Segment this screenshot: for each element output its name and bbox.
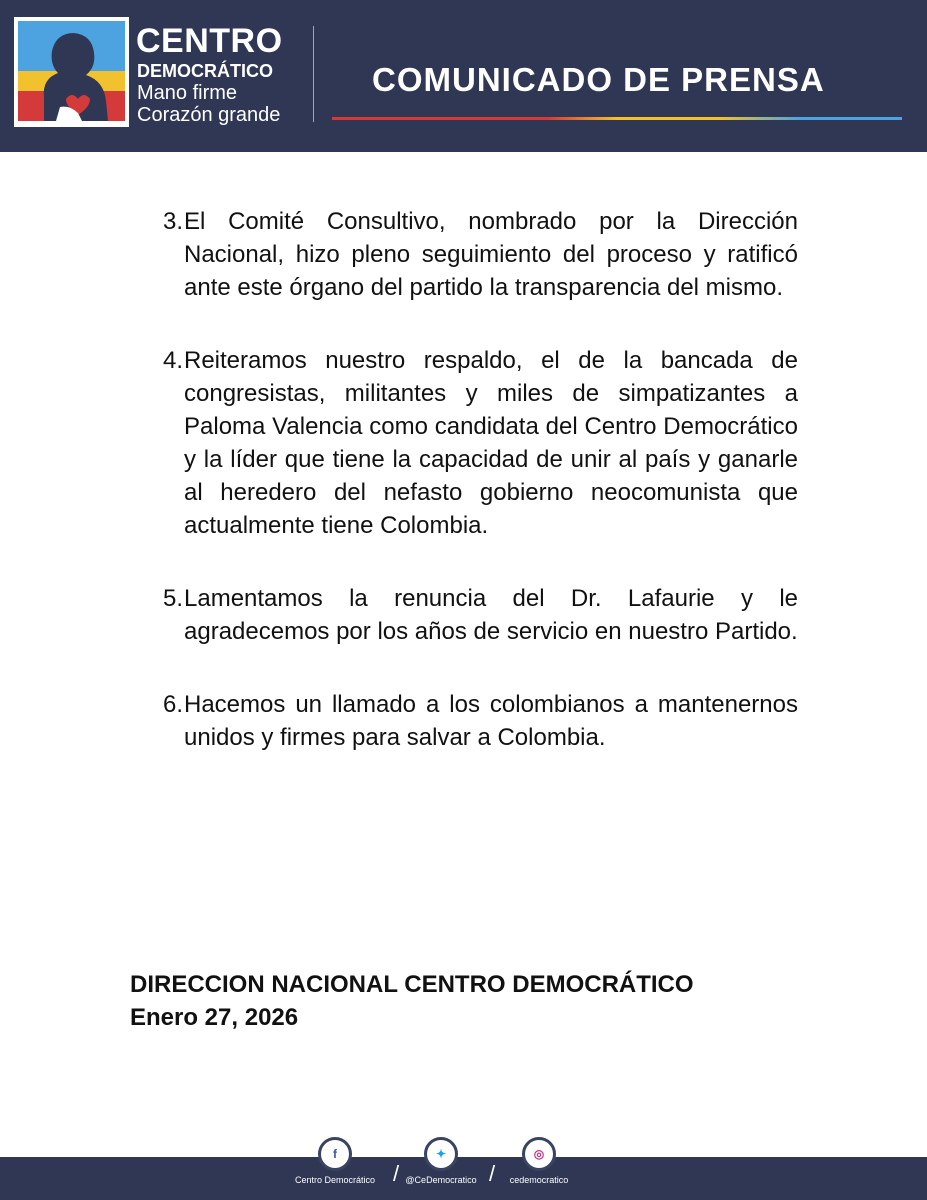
signature-organization: DIRECCION NACIONAL CENTRO DEMOCRÁTICO	[130, 971, 694, 998]
separator-icon: /	[489, 1161, 496, 1186]
item-text: El Comité Consultivo, nombrado por la Dirección Nacional, hizo pleno seguimiento del proceso y ratificó ante este órgano del partido la transparencia del mismo.	[184, 208, 798, 301]
facebook-label: Centro Democrático	[294, 1175, 376, 1185]
separator-icon: /	[393, 1161, 400, 1186]
header-divider	[313, 26, 314, 122]
list-item	[130, 582, 798, 648]
facebook-icon[interactable]: f	[318, 1137, 352, 1171]
twitter-label: @CeDemocratico	[405, 1175, 477, 1185]
tricolor-line	[332, 117, 902, 120]
facebook-link[interactable]	[280, 1137, 390, 1186]
instagram-link[interactable]	[484, 1137, 594, 1186]
item-number: 6.	[162, 691, 183, 718]
instagram-icon[interactable]: ◎	[522, 1137, 556, 1171]
list-item	[130, 344, 798, 542]
twitter-icon[interactable]: ✦	[424, 1137, 458, 1171]
logo-name: CENTRO	[136, 22, 283, 60]
item-text: Hacemos un llamado a los colombianos a mantenernos unidos y firmes para salvar a Colombia.	[184, 691, 798, 751]
list-item	[130, 688, 798, 754]
press-release-title: COMUNICADO DE PRENSA	[372, 61, 825, 98]
signature-date: Enero 27, 2026	[130, 1004, 299, 1031]
item-text: Reiteramos nuestro respaldo, el de la bancada de congresistas, militantes y miles de simpatizantes a Paloma Valencia como candidata del Centro Democrático y la líder que tiene la capacidad de unir al país y ganarle al heredero del nefasto gobierno neocomunista que actualmente tiene Colombia.	[184, 347, 798, 539]
party-logo	[14, 17, 129, 127]
item-text: Lamentamos la renuncia del Dr. Lafaurie y le agradecemos por los años de servicio en nuestro Partido.	[184, 585, 798, 645]
logo-subtitle: DEMOCRÁTICO	[137, 61, 273, 81]
statement-list	[130, 205, 798, 794]
item-number: 5.	[162, 585, 183, 612]
item-number: 4.	[162, 347, 183, 374]
header-banner	[0, 0, 927, 152]
signature-block	[130, 968, 694, 1034]
slogan-line-2: Corazón grande	[137, 104, 281, 126]
item-number: 3.	[162, 208, 183, 235]
logo-slogan	[137, 82, 280, 126]
instagram-label: cedemocratico	[509, 1175, 569, 1185]
twitter-link[interactable]	[386, 1137, 496, 1186]
slogan-line-1: Mano firme	[137, 82, 238, 104]
silhouette-logo-icon	[14, 17, 129, 127]
list-item	[130, 205, 798, 304]
